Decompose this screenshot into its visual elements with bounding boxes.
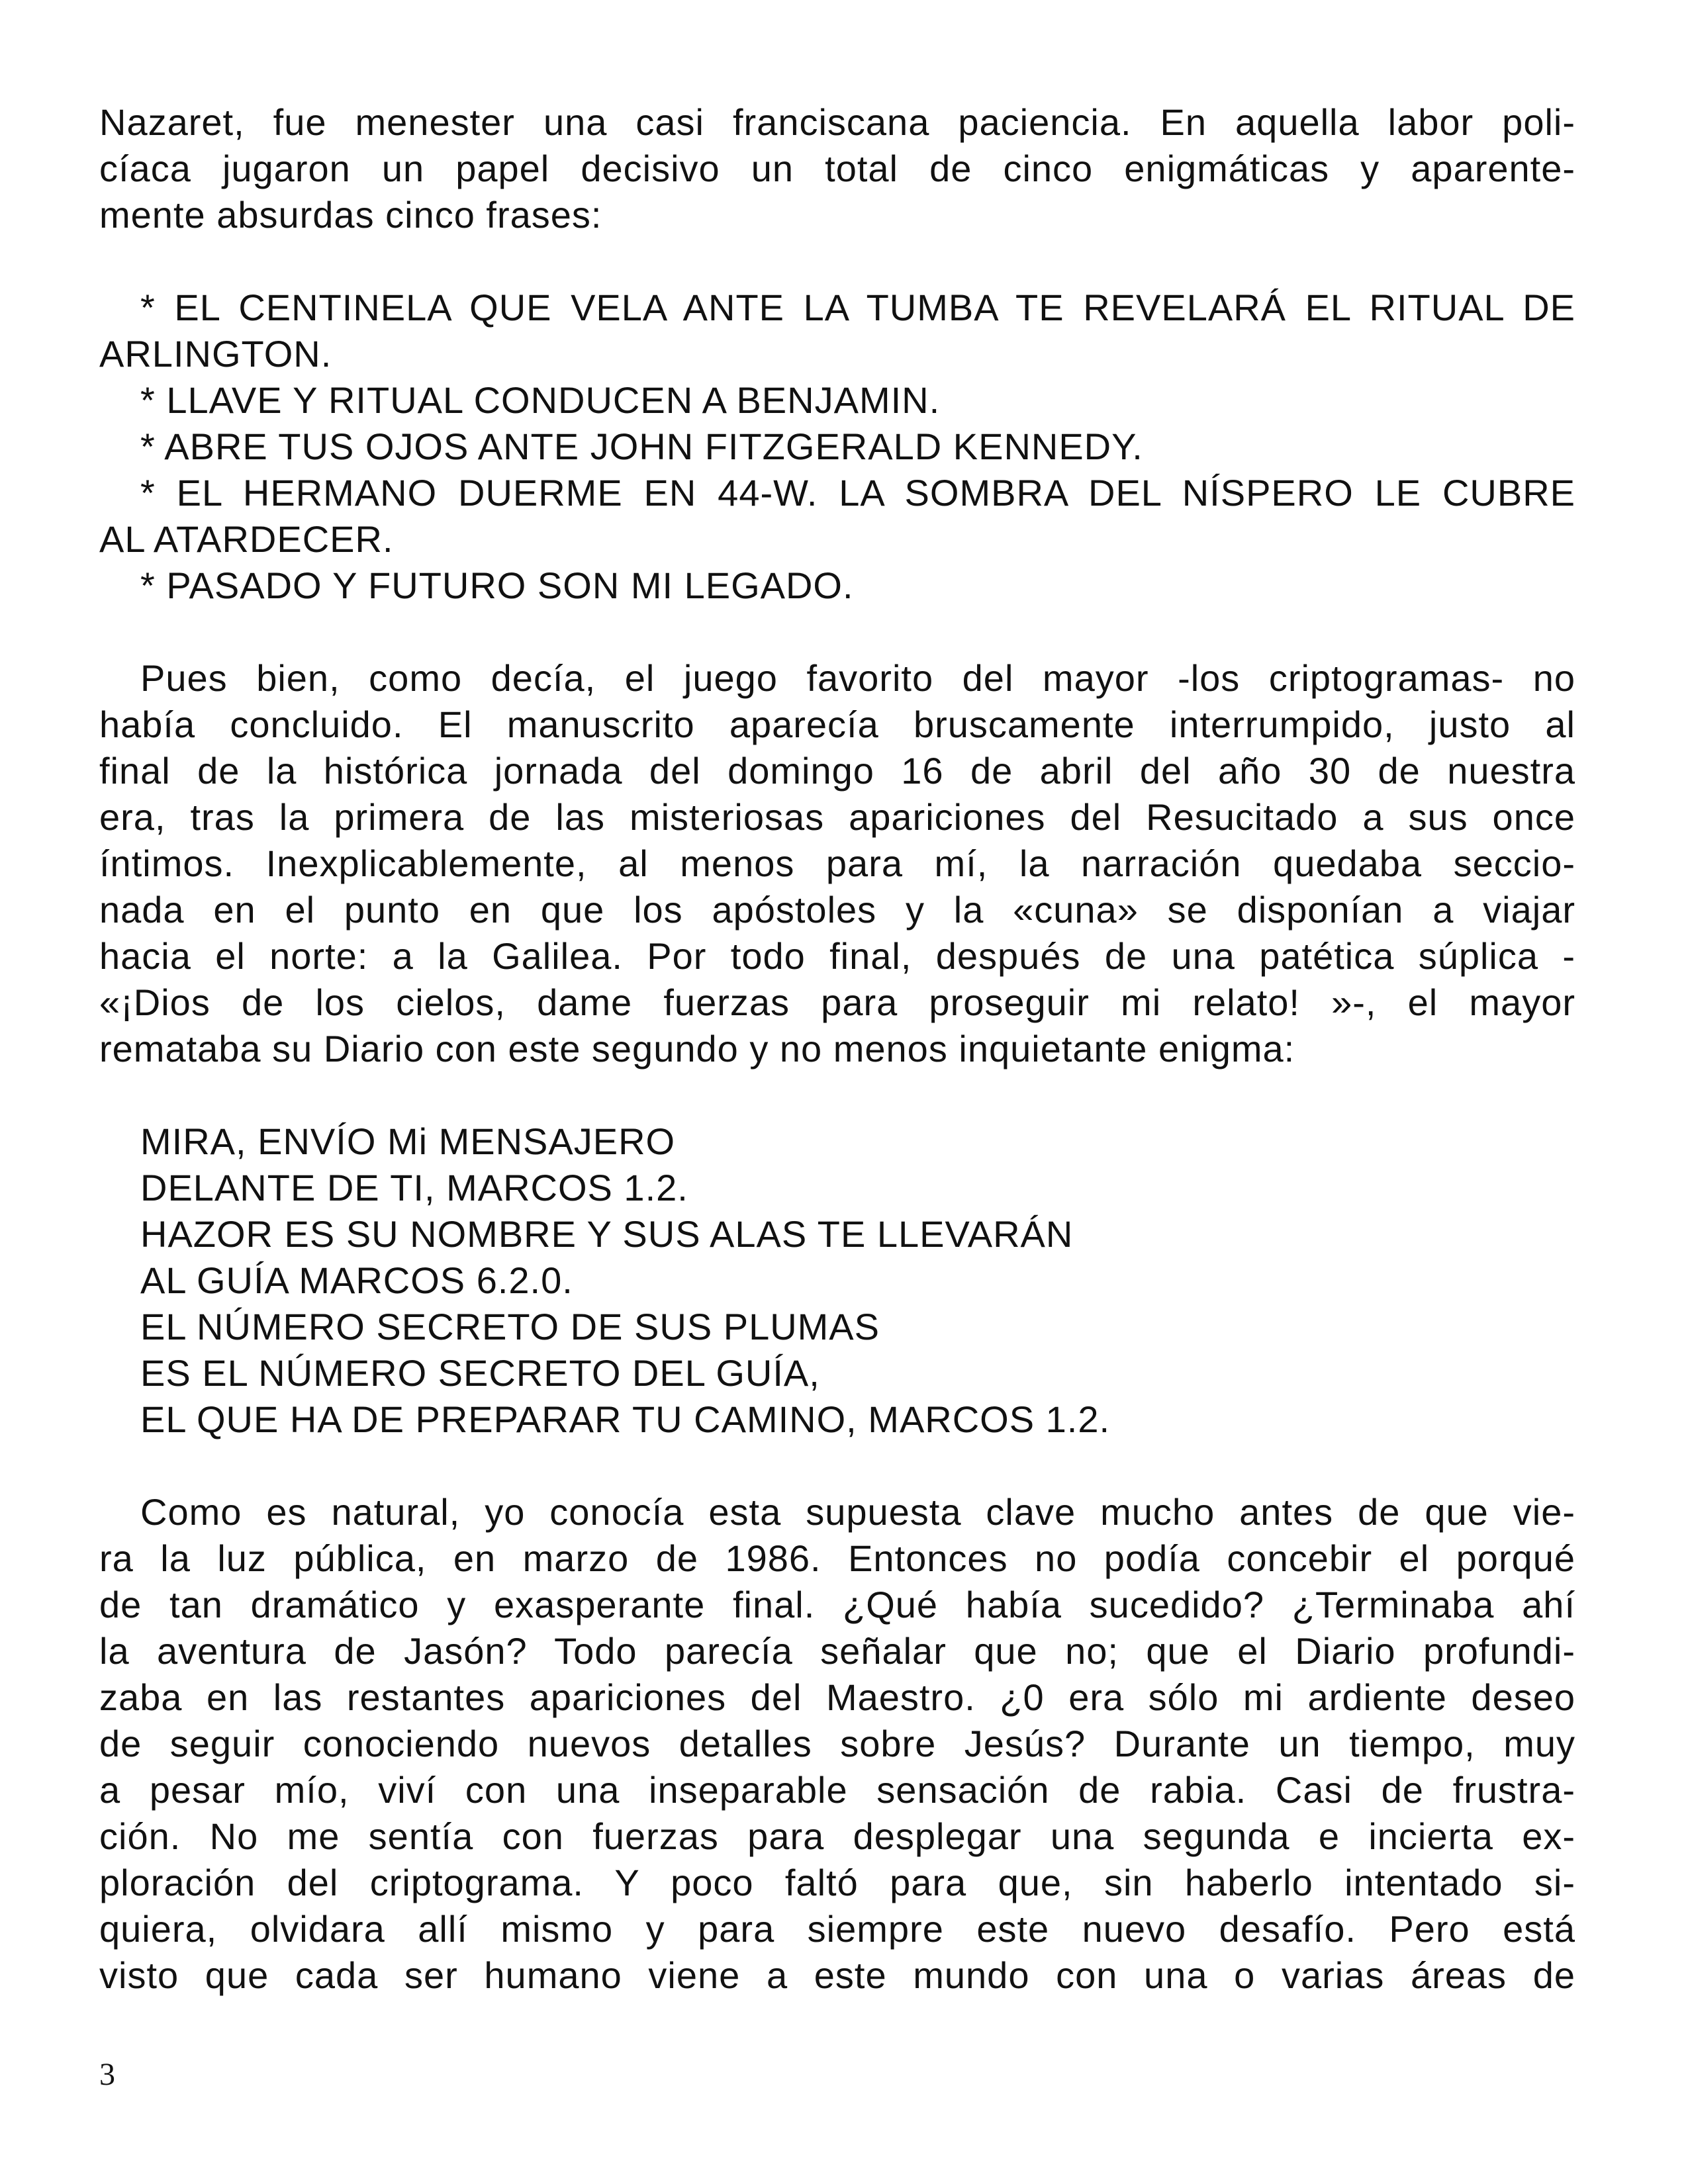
text-line: ploración del criptograma. Y poco faltó para que, sin haberlo intentado si-	[99, 1862, 1575, 1903]
enigma-line: HAZOR ES SU NOMBRE Y SUS ALAS TE LLEVARÁN	[140, 1213, 1074, 1255]
text-line: Pues bien, como decía, el juego favorito del mayor -los criptogramas- no	[140, 657, 1575, 699]
text-line: Como es natural, yo conocía esta supuesta clave mucho antes de que vie-	[140, 1491, 1575, 1533]
enigma-line: MIRA, ENVÍO Mi MENSAJERO	[140, 1120, 676, 1162]
text-line: hacia el norte: a la Galilea. Por todo final, después de una patética súplica -	[99, 935, 1575, 977]
text-line: de seguir conociendo nuevos detalles sobre Jesús? Durante un tiempo, muy	[99, 1723, 1575, 1764]
text-line: visto que cada ser humano viene a este mundo con una o varias áreas de	[99, 1954, 1575, 1996]
enigma-line: AL GUÍA MARCOS 6.2.0.	[140, 1259, 573, 1301]
text-line: quiera, olvidara allí mismo y para siempre este nuevo desafío. Pero está	[99, 1908, 1575, 1950]
document-page	[99, 99, 1575, 2085]
text-line: íntimos. Inexplicablemente, al menos para mí, la narración quedaba seccio-	[99, 842, 1575, 884]
text-line: había concluido. El manuscrito aparecía bruscamente interrumpido, justo al	[99, 704, 1575, 745]
text-line: ción. No me sentía con fuerzas para desplegar una segunda e incierta ex-	[99, 1815, 1575, 1857]
enigma-line: DELANTE DE TI, MARCOS 1.2.	[140, 1167, 688, 1208]
phrase-line: * ABRE TUS OJOS ANTE JOHN FITZGERALD KENNEDY.	[140, 426, 1143, 467]
phrase-line: ARLINGTON.	[99, 333, 332, 375]
text-line: la aventura de Jasón? Todo parecía señalar que no; que el Diario profundi-	[99, 1630, 1575, 1672]
phrase-line: * EL HERMANO DUERME EN 44-W. LA SOMBRA DEL NÍSPERO LE CUBRE	[140, 472, 1575, 514]
page-number: 3	[99, 2057, 115, 2092]
text-line: zaba en las restantes apariciones del Maestro. ¿0 era sólo mi ardiente deseo	[99, 1676, 1575, 1718]
phrase-line: * EL CENTINELA QUE VELA ANTE LA TUMBA TE REVELARÁ EL RITUAL DE	[140, 287, 1575, 328]
phrase-line: * PASADO Y FUTURO SON MI LEGADO.	[140, 565, 854, 606]
text-line: a pesar mío, viví con una inseparable sensación de rabia. Casi de frustra-	[99, 1769, 1575, 1811]
text-line: «¡Dios de los cielos, dame fuerzas para proseguir mi relato! »-, el mayor	[99, 981, 1575, 1023]
text-line: nada en el punto en que los apóstoles y la «cuna» se disponían a viajar	[99, 889, 1575, 931]
enigma-line: EL NÚMERO SECRETO DE SUS PLUMAS	[140, 1306, 880, 1347]
enigma-line: ES EL NÚMERO SECRETO DEL GUÍA,	[140, 1352, 820, 1394]
text-line: final de la histórica jornada del domingo 16 de abril del año 30 de nuestra	[99, 750, 1575, 792]
text-line: remataba su Diario con este segundo y no menos inquietante enigma:	[99, 1028, 1295, 1069]
text-line: Nazaret, fue menester una casi franciscana paciencia. En aquella labor poli-	[99, 101, 1575, 143]
enigma-line: EL QUE HA DE PREPARAR TU CAMINO, MARCOS 1.2.	[140, 1398, 1111, 1440]
phrase-line: AL ATARDECER.	[99, 518, 394, 560]
text-line: de tan dramático y exasperante final. ¿Qué había sucedido? ¿Terminaba ahí	[99, 1584, 1575, 1625]
text-line: ra la luz pública, en marzo de 1986. Entonces no podía concebir el porqué	[99, 1537, 1575, 1579]
text-line: cíaca jugaron un papel decisivo un total de cinco enigmáticas y aparente-	[99, 148, 1575, 189]
phrase-line: * LLAVE Y RITUAL CONDUCEN A BENJAMIN.	[140, 379, 941, 421]
text-line: mente absurdas cinco frases:	[99, 194, 602, 236]
text-line: era, tras la primera de las misteriosas apariciones del Resucitado a sus once	[99, 796, 1575, 838]
